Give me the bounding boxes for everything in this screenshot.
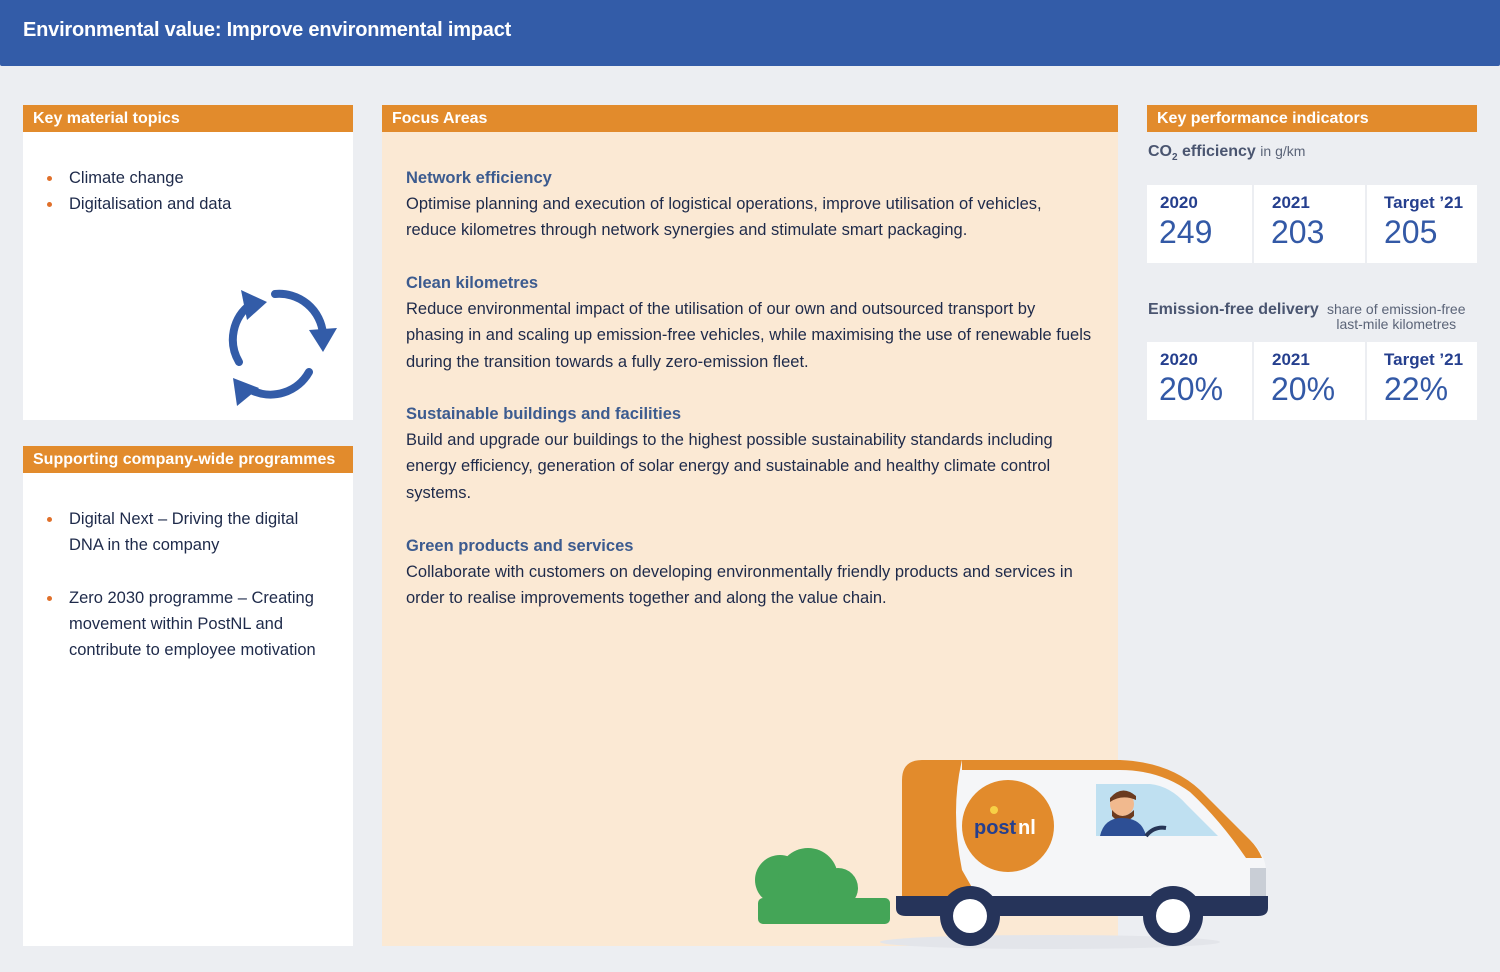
emission-free-unit-line2: last-mile kilometres xyxy=(1336,316,1457,332)
kpi-co2-2021 xyxy=(1254,185,1365,263)
focus-item-title: Network efficiency xyxy=(406,169,552,187)
list-item: Digital Next – Driving the digital DNA in the company xyxy=(45,506,335,558)
recycle-arrows-icon xyxy=(209,280,341,412)
list-item: Zero 2030 programme – Creating movement within PostNL and contribute to employee motivation xyxy=(45,585,335,663)
co2-efficiency-title xyxy=(1148,143,1305,163)
kpi-value: 20% xyxy=(1271,371,1336,407)
emission-free-unit xyxy=(1327,302,1466,332)
kpi-year: Target ’21 xyxy=(1384,350,1464,369)
focus-item-text: Collaborate with customers on developing environmentally friendly products and services in order to realise improvements together and along the value chain. xyxy=(406,563,1073,608)
key-material-topics-list xyxy=(45,165,231,217)
kpi-value: 203 xyxy=(1271,214,1325,250)
kpi-value: 205 xyxy=(1384,214,1438,250)
co2-unit: in g/km xyxy=(1260,143,1306,159)
kpi-value: 249 xyxy=(1159,214,1213,250)
kpi-co2-2020 xyxy=(1147,185,1252,263)
kpi-value: 22% xyxy=(1384,371,1449,407)
key-material-topics-panel xyxy=(23,132,353,420)
focus-item-title: Clean kilometres xyxy=(406,274,539,292)
co2-title-rest: efficiency xyxy=(1177,143,1256,160)
focus-item-text: Build and upgrade our buildings to the highest possible sustainability standards including energy efficiency, generation of solar energy and sustainable and healthy climate control systems. xyxy=(406,431,1053,502)
kpi-emission-target xyxy=(1367,342,1477,420)
page-title: Environmental value: Improve environmental impact xyxy=(23,19,512,41)
kpi-value: 20% xyxy=(1159,371,1224,407)
supporting-programmes-panel xyxy=(23,473,353,946)
kpi-co2-target xyxy=(1367,185,1477,263)
page-header xyxy=(0,0,1500,66)
van-logo-nl: nl xyxy=(1018,817,1036,839)
kpi-emission-2021 xyxy=(1254,342,1365,420)
key-material-topics-label: Key material topics xyxy=(23,105,353,132)
kpi-year: 2020 xyxy=(1160,350,1198,369)
focus-item-title: Sustainable buildings and facilities xyxy=(406,405,682,423)
van-logo-post: post xyxy=(974,817,1017,839)
focus-item-text: Optimise planning and execution of logistical operations, improve utilisation of vehicles, reduce kilometres through network synergies and stimulate smart packaging. xyxy=(406,195,1042,240)
focus-item-text: Reduce environmental impact of the utilisation of our own and outsourced transport by phasing in and scaling up emission-free vehicles, while maximising the use of renewable fuels during the transition towards a fully zero-emission fleet. xyxy=(406,300,1092,371)
supporting-programmes-label: Supporting company-wide programmes xyxy=(23,446,353,473)
focus-item-title: Green products and services xyxy=(406,537,634,555)
postnl-delivery-van-illustration xyxy=(750,750,1280,950)
co2-title-subscript: 2 xyxy=(1172,152,1178,164)
kpi-year: 2021 xyxy=(1272,193,1310,212)
kpi-year: Target ’21 xyxy=(1384,193,1464,212)
kpi-year: 2021 xyxy=(1272,350,1310,369)
emission-free-title-text: Emission-free delivery xyxy=(1148,301,1319,318)
focus-item-sustainable-buildings xyxy=(406,401,1096,506)
list-item: Climate change xyxy=(45,165,231,191)
list-item: Digitalisation and data xyxy=(45,191,231,217)
kpi-emission-2020 xyxy=(1147,342,1252,420)
focus-item-green-products xyxy=(406,533,1096,612)
co2-title-main: CO xyxy=(1148,143,1172,160)
supporting-programmes-list xyxy=(45,506,335,663)
emission-free-unit-line1: share of emission-free xyxy=(1327,301,1466,317)
kpi-year: 2020 xyxy=(1160,193,1198,212)
kpi-label: Key performance indicators xyxy=(1147,105,1477,132)
emission-free-title xyxy=(1148,301,1319,319)
focus-item-clean-kilometres xyxy=(406,270,1096,375)
focus-areas-label: Focus Areas xyxy=(382,105,1118,132)
focus-item-network-efficiency xyxy=(406,165,1096,244)
